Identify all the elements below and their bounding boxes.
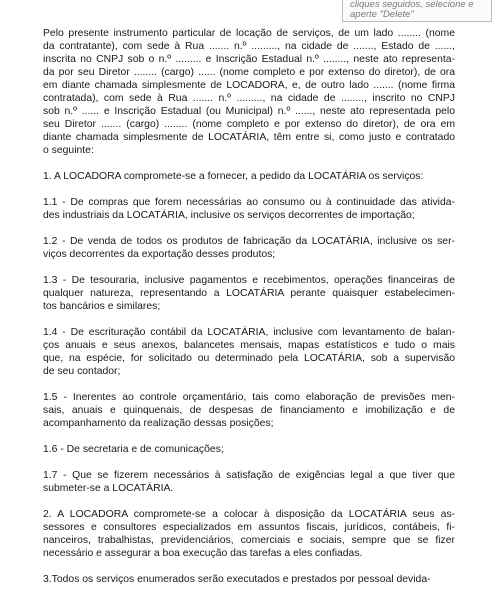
text-line: 1.3 - De tesouraria, inclusive pagamentos e recebimentos, operações financeiras de	[43, 275, 455, 286]
text-line: viços decorrentes da exportação desses produtos;	[43, 249, 276, 260]
hint-line: aperte "Delete"	[350, 9, 414, 20]
paragraph	[43, 573, 455, 586]
text-line: des industriais da LOCATÁRIA, inclusive os serviços decorrentes de importação;	[43, 210, 415, 221]
text-line: 1.1 - De compras que forem necessárias ao consumo ou à continuidade das ativida-	[43, 197, 455, 208]
paragraph	[43, 326, 455, 378]
text-line: 1.2 - De venda de todos os produtos de fabricação da LOCATÁRIA, inclusive os ser-	[43, 236, 455, 247]
text-line: 3.Todos os serviços enumerados serão executados e prestados por pessoal devida-	[43, 574, 431, 585]
text-line: Pelo presente instrumento particular de locação de serviços, de um lado ........ (nome	[43, 28, 455, 39]
paragraph	[43, 469, 455, 495]
document-body	[43, 27, 455, 599]
text-line: 1.5 - Inerentes ao controle orçamentário, tais como elaboração de previsões men-	[43, 392, 455, 403]
paragraph	[43, 235, 455, 261]
text-line: o seguinte:	[43, 145, 94, 156]
text-line: sais, anuais e quinquenais, de despesas de financiamento e imobilização e de	[43, 405, 455, 416]
paragraph	[43, 27, 455, 157]
text-line: 2. A LOCADORA compromete-se a colocar à disposição da LOCATÁRIA seus as-	[43, 509, 455, 520]
text-line: 1.7 - Que se fizerem necessários à satisfação de exigências legal a que tiver que	[43, 470, 455, 481]
paragraph	[43, 443, 455, 456]
text-line: sessores e consultores especializados em assuntos fiscais, jurídicos, contábeis, fi-	[43, 522, 455, 533]
text-line: ços anuais e seus anexos, balancetes mensais, mapas estatísticos e tudo o mais	[43, 340, 455, 351]
text-line: de seu contador;	[43, 366, 121, 377]
text-line: tos bancários e similares;	[43, 301, 161, 312]
text-line: necessário e assegurar a boa execução das tarefas a eles confiadas.	[43, 548, 363, 559]
text-line: sob n.º ...... e Inscrição Estadual (ou Municipal) n.º ......, neste ato representada pelo	[43, 106, 455, 117]
text-line: diante chamada simplesmente de LOCATÁRIA, têm entre si, como justo e contratado	[43, 132, 455, 143]
text-line: contratada), com sede à Rua ....... n.º ........., na cidade de ........, inscrito no CNPJ	[43, 93, 455, 104]
paragraph	[43, 196, 455, 222]
text-line: 1.6 - De secretaria e de comunicações;	[43, 444, 224, 455]
text-line: nanceiros, trabalhistas, previdenciários, comerciais e sociais, sempre que se fizer	[43, 535, 455, 546]
hint-box	[342, 0, 492, 22]
paragraph	[43, 170, 455, 183]
text-line: da contratante), com sede à Rua ....... n.º ........., na cidade de ......., Estado de ......,	[43, 41, 455, 52]
text-line: seu Diretor ....... (cargo) ........ (nome completo e por extenso do diretor), de ora em	[43, 119, 455, 130]
text-line: qualquer natureza, representando a LOCATÁRIA perante quaisquer estabelecimen-	[43, 288, 455, 299]
hint-line: cliques seguidos, selecione e	[350, 0, 474, 10]
text-line: em diante chamada simplesmente de LOCADORA, e, de outro lado ....... (nome firma	[43, 80, 455, 91]
text-line: inscrita no CNPJ sob o n.º ......... e Inscrição Estadual n.º ........, neste ato representa-	[43, 54, 455, 65]
text-line: submeter-se a LOCATÁRIA.	[43, 483, 174, 494]
paragraph	[43, 391, 455, 430]
paragraph	[43, 274, 455, 313]
paragraph	[43, 508, 455, 560]
text-line: 1.4 - De escrituração contábil da LOCATÁRIA, inclusive com levantamento de balan-	[43, 327, 455, 338]
text-line: acompanhamento da realização dessas posições;	[43, 418, 274, 429]
text-line: que, na espécie, for solicitado ou determinado pela LOCATÁRIA, sob a supervisão	[43, 353, 455, 364]
text-line: da por seu Diretor ........ (cargo) ...... (nome completo e por extenso do diretor), de ora	[43, 67, 455, 78]
text-line: 1. A LOCADORA compromete-se a fornecer, a pedido da LOCATÁRIA os serviços:	[43, 171, 424, 182]
